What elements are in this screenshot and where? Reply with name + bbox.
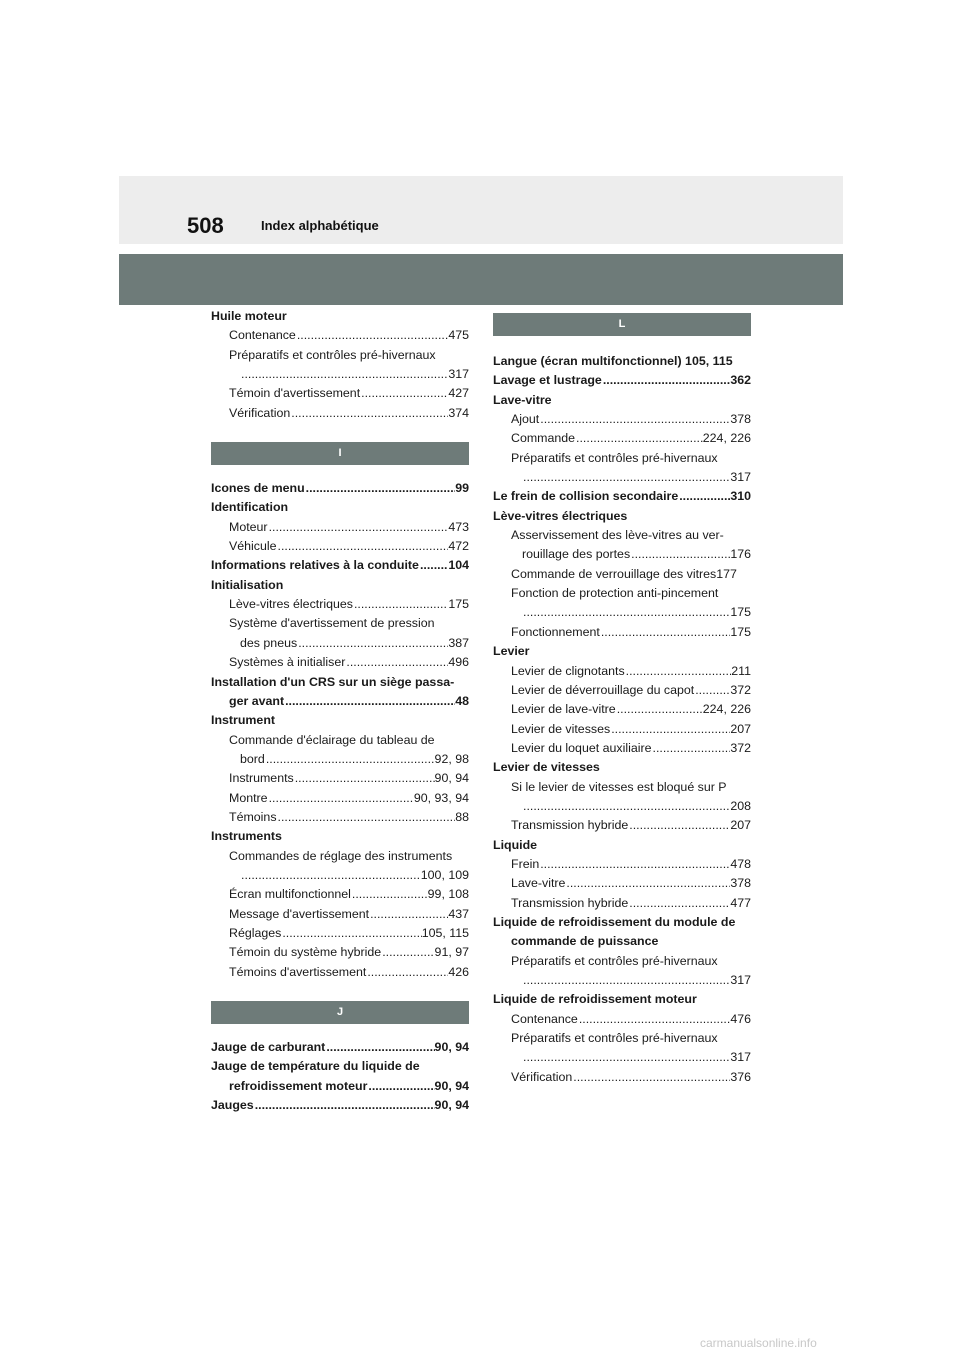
entry-text: Montre <box>229 790 268 805</box>
index-subentry <box>493 874 751 893</box>
page-reference[interactable]: 317 <box>730 470 751 485</box>
page-reference[interactable]: 476 <box>730 1011 751 1026</box>
dot-leader <box>277 537 449 556</box>
index-entry <box>493 371 751 390</box>
page-reference[interactable]: 317 <box>730 1050 751 1065</box>
header-dark-band <box>119 254 843 305</box>
index-entry <box>211 307 469 326</box>
index-subentry <box>493 449 751 468</box>
entry-text: Liquide <box>493 837 538 852</box>
entry-text: Système d'avertissement de pression <box>229 616 435 631</box>
page-reference[interactable]: 104 <box>448 558 469 573</box>
page-reference[interactable]: 317 <box>448 367 469 382</box>
index-subentry <box>211 384 469 403</box>
index-subentry <box>211 847 469 866</box>
entry-text: Levier du loquet auxiliaire <box>511 740 652 755</box>
page-reference[interactable]: 478 <box>730 856 751 871</box>
index-subentry <box>211 1077 469 1096</box>
index-subentry <box>211 885 469 904</box>
index-subentry <box>493 662 751 681</box>
index-subentry <box>211 365 469 384</box>
entry-text: Témoin du système hybride <box>229 945 382 960</box>
dot-leader <box>652 739 731 758</box>
index-subentry <box>211 943 469 962</box>
index-subentry <box>493 603 751 622</box>
index-subentry <box>211 346 469 365</box>
index-entry <box>493 391 751 410</box>
dot-leader <box>522 797 730 816</box>
page-reference[interactable]: 224, 226 <box>702 702 751 717</box>
dot-leader <box>616 700 703 719</box>
page-reference[interactable]: 99 <box>455 481 469 496</box>
index-subentry <box>493 932 751 951</box>
entry-text: Langue (écran multifonctionnel) 105, 115 <box>493 354 733 368</box>
dot-leader <box>325 1038 434 1057</box>
index-entry <box>211 479 469 498</box>
page-reference[interactable]: 475 <box>448 328 469 343</box>
dot-leader <box>240 365 448 384</box>
page-reference[interactable]: 99, 108 <box>427 887 469 902</box>
index-subentry <box>493 855 751 874</box>
page-reference[interactable]: 211 <box>731 663 751 678</box>
index-entry <box>211 576 469 595</box>
index-subentry <box>493 816 751 835</box>
entry-text: des pneus <box>240 635 298 650</box>
page-reference[interactable]: 310 <box>730 489 751 504</box>
index-subentry <box>211 963 469 982</box>
dot-leader <box>381 943 434 962</box>
entry-text: Levier <box>493 644 530 659</box>
entry-text: Transmission hybride <box>511 895 629 910</box>
page-reference[interactable]: 317 <box>730 973 751 987</box>
dot-leader <box>628 894 730 913</box>
index-subentry <box>211 404 469 423</box>
entry-text: Instrument <box>211 713 276 728</box>
dot-leader <box>353 595 448 614</box>
index-subentry <box>493 971 751 990</box>
entry-text: commande de puissance <box>511 934 659 949</box>
index-subentry <box>211 808 469 827</box>
index-subentry <box>211 731 469 750</box>
entry-text: Jauges <box>211 1098 254 1113</box>
entry-text: Jauge de température du liquide de <box>211 1059 420 1074</box>
index-subentry <box>211 692 469 711</box>
entry-text: Installation d'un CRS sur un siège passa- <box>211 674 455 689</box>
page-reference[interactable]: 477 <box>730 895 751 910</box>
index-subentry <box>211 905 469 924</box>
entry-text: Témoin d'avertissement <box>229 386 361 401</box>
dot-leader <box>575 429 703 448</box>
dot-leader <box>277 808 456 827</box>
watermark: carmanualsonline.info <box>700 1336 817 1350</box>
index-entry <box>493 913 751 932</box>
entry-text: Huile moteur <box>211 309 287 323</box>
dot-leader <box>694 681 730 700</box>
index-subentry <box>493 739 751 758</box>
entry-text: Préparatifs et contrôles pré-hivernaux <box>511 1031 718 1046</box>
dot-leader <box>522 1048 730 1067</box>
entry-text: Systèmes à initialiser <box>229 655 346 670</box>
page-reference[interactable]: 91, 97 <box>434 945 469 960</box>
entry-text: ger avant <box>229 693 285 708</box>
dot-leader <box>572 1068 730 1087</box>
index-entry <box>493 352 751 371</box>
index-entry <box>211 827 469 846</box>
entry-text: Frein <box>511 856 540 871</box>
header-band <box>119 176 843 244</box>
entry-text: Levier de vitesses <box>511 721 611 736</box>
entry-text: Identification <box>211 500 289 515</box>
entry-text: Instruments <box>211 829 282 844</box>
index-subentry <box>211 653 469 672</box>
page-reference[interactable]: 207 <box>730 721 751 736</box>
entry-text: Transmission hybride <box>511 818 629 833</box>
page-reference[interactable]: 207 <box>730 818 751 833</box>
entry-text: refroidissement moteur <box>229 1078 368 1093</box>
page-reference[interactable]: 224, 226 <box>702 431 751 446</box>
index-subentry <box>493 720 751 739</box>
dot-leader <box>565 874 730 893</box>
entry-text: Initialisation <box>211 577 284 592</box>
page-reference[interactable]: 372 <box>730 682 751 697</box>
dot-leader <box>297 634 448 653</box>
page-reference[interactable]: 472 <box>448 539 469 554</box>
dot-leader <box>628 816 730 835</box>
index-subentry <box>211 634 469 653</box>
index-entry <box>211 1038 469 1057</box>
entry-text: Lave-vitre <box>493 392 552 407</box>
dot-leader <box>254 1096 435 1115</box>
dot-leader <box>602 371 731 390</box>
index-subentry <box>211 866 469 885</box>
index-subentry <box>493 778 751 797</box>
index-subentry <box>211 750 469 769</box>
dot-leader <box>610 720 730 739</box>
index-entry <box>493 836 751 855</box>
entry-text: Témoins <box>229 809 277 824</box>
index-letter-header: I <box>211 442 469 465</box>
page-reference[interactable]: 105, 115 <box>421 925 469 940</box>
entry-text: Le frein de collision secondaire <box>493 489 679 504</box>
entry-text: Commande d'éclairage du tableau de <box>229 732 435 747</box>
index-subentry <box>211 326 469 345</box>
entry-text: Moteur <box>229 519 268 534</box>
index-subentry <box>493 468 751 487</box>
page-reference[interactable]: 92, 98 <box>434 751 469 766</box>
page-reference[interactable]: 378 <box>730 876 751 891</box>
page-reference[interactable]: 496 <box>448 655 469 670</box>
index-subentry <box>493 681 751 700</box>
index-subentry <box>493 565 751 584</box>
page-reference[interactable]: 473 <box>448 519 469 534</box>
index-entry <box>211 711 469 730</box>
dot-leader <box>522 971 730 990</box>
dot-leader <box>290 404 448 423</box>
entry-text: Contenance <box>511 1011 578 1026</box>
page-reference[interactable]: 374 <box>448 405 469 420</box>
entry-text: Contenance <box>229 328 296 343</box>
page-reference[interactable]: 100, 109 <box>420 867 469 882</box>
index-subentry <box>211 518 469 537</box>
page-number: 508 <box>187 213 224 238</box>
entry-text: Fonctionnement <box>511 624 600 639</box>
dot-leader <box>294 769 435 788</box>
entry-text: Lève-vitres électriques <box>493 508 628 523</box>
index-entry <box>493 990 751 1009</box>
page-reference[interactable]: 90, 94 <box>434 1078 469 1093</box>
page-reference[interactable]: 387 <box>448 635 469 650</box>
index-subentry <box>493 797 751 816</box>
index-subentry <box>493 545 751 564</box>
dot-leader <box>351 885 428 904</box>
page-reference[interactable]: 426 <box>448 964 469 979</box>
index-subentry <box>211 769 469 788</box>
page-reference[interactable]: 437 <box>448 906 469 921</box>
index-letter-header: L <box>493 313 751 336</box>
index-subentry <box>493 623 751 642</box>
entry-text: Vérification <box>229 405 291 420</box>
entry-text: rouillage des portes <box>522 547 631 562</box>
index-letter-header: J <box>211 1001 469 1024</box>
index-entry <box>493 758 751 777</box>
dot-leader <box>296 326 448 345</box>
dot-leader <box>240 866 421 885</box>
entry-text: Préparatifs et contrôles pré-hivernaux <box>511 450 718 465</box>
index-subentry <box>493 1010 751 1029</box>
entry-text: Préparatifs et contrôles pré-hivernaux <box>229 347 436 362</box>
index-subentry <box>211 537 469 556</box>
page-reference[interactable]: 90, 94 <box>434 1040 469 1054</box>
page-reference[interactable]: 427 <box>448 386 469 401</box>
entry-text: Lave-vitre <box>511 876 566 891</box>
dot-leader <box>268 518 449 537</box>
dot-leader <box>630 545 730 564</box>
index-entry <box>493 642 751 661</box>
dot-leader <box>268 789 414 808</box>
dot-leader <box>522 468 730 487</box>
dot-leader <box>539 410 730 429</box>
entry-text: Réglages <box>229 925 282 940</box>
entry-text: Levier de clignotants <box>511 663 625 678</box>
entry-text: Levier de déverrouillage du capot <box>511 682 695 697</box>
index-entry <box>211 673 469 692</box>
index-subentry <box>493 429 751 448</box>
dot-leader <box>345 653 448 672</box>
entry-text: Lavage et lustrage <box>493 373 602 388</box>
entry-text: Liquide de refroidissement du module de <box>493 914 736 929</box>
entry-text: Commandes de réglage des instruments <box>229 848 453 863</box>
entry-text: Vérification <box>511 1069 573 1084</box>
index-entry <box>211 1057 469 1076</box>
page-reference[interactable]: 176 <box>730 547 751 562</box>
page-reference[interactable]: 90, 93, 94 <box>413 790 469 805</box>
dot-leader <box>284 692 455 711</box>
index-entry <box>493 507 751 526</box>
index-subentry <box>493 526 751 545</box>
dot-leader <box>625 662 732 681</box>
entry-text: Témoins d'avertissement <box>229 964 367 979</box>
page-reference[interactable]: 372 <box>730 740 751 755</box>
entry-text: Préparatifs et contrôles pré-hivernaux <box>511 953 718 968</box>
page-reference[interactable]: 175 <box>730 624 751 639</box>
page-reference[interactable]: 175 <box>730 605 751 620</box>
page-reference[interactable]: 175 <box>448 597 469 612</box>
dot-leader <box>369 905 448 924</box>
page-reference[interactable]: 376 <box>730 1069 751 1084</box>
index-subentry <box>493 1029 751 1048</box>
dot-leader <box>600 623 730 642</box>
index-subentry <box>493 410 751 429</box>
page-reference[interactable]: 48 <box>455 693 469 708</box>
dot-leader <box>360 384 448 403</box>
dot-leader <box>522 603 730 622</box>
index-column-right <box>493 307 751 1087</box>
index-subentry <box>493 584 751 603</box>
entry-text: Icones de menu <box>211 481 305 496</box>
entry-text: Informations relatives à la conduite <box>211 558 419 573</box>
dot-leader <box>539 855 730 874</box>
dot-leader <box>265 750 435 769</box>
index-subentry <box>493 700 751 719</box>
dot-leader <box>366 963 448 982</box>
entry-text: Liquide de refroidissement moteur <box>493 992 697 1007</box>
dot-leader <box>578 1010 730 1029</box>
entry-text: Message d'avertissement <box>229 906 370 921</box>
entry-text: Commande <box>511 431 576 446</box>
page-reference[interactable]: 90, 94 <box>434 771 469 786</box>
index-entry <box>493 487 751 506</box>
index-subentry <box>211 595 469 614</box>
entry-text: Fonction de protection anti-pincement <box>511 586 719 601</box>
index-entry <box>211 498 469 517</box>
entry-text: Commande de verrouillage des vitres177 <box>511 566 737 581</box>
dot-leader <box>305 479 456 498</box>
entry-text: Instruments <box>229 771 294 786</box>
dot-leader <box>367 1077 434 1096</box>
index-subentry <box>211 924 469 943</box>
page-reference[interactable]: 208 <box>730 798 751 813</box>
index-subentry <box>211 789 469 808</box>
section-title: Index alphabétique <box>261 218 379 233</box>
dot-leader <box>419 556 448 575</box>
page-reference[interactable]: 88 <box>455 809 469 824</box>
page-reference[interactable]: 378 <box>730 412 751 427</box>
entry-text: Jauge de carburant <box>211 1040 326 1054</box>
entry-text: Levier de lave-vitre <box>511 702 616 717</box>
entry-text: bord <box>240 751 265 766</box>
index-subentry <box>493 1048 751 1067</box>
index-subentry <box>493 952 751 971</box>
entry-text: Si le levier de vitesses est bloqué sur P <box>511 779 727 794</box>
entry-text: Écran multifonctionnel <box>229 887 351 902</box>
index-subentry <box>493 1068 751 1087</box>
entry-text: Ajout <box>511 412 540 427</box>
dot-leader <box>678 487 730 506</box>
entry-text: Lève-vitres électriques <box>229 597 353 612</box>
page-reference[interactable]: 90, 94 <box>434 1098 469 1113</box>
entry-text: Véhicule <box>229 539 277 554</box>
index-column-left <box>211 307 469 1115</box>
index-subentry <box>493 894 751 913</box>
page-reference[interactable]: 362 <box>730 373 751 388</box>
entry-text: Asservissement des lève-vitres au ver- <box>511 528 724 543</box>
index-entry <box>211 1096 469 1115</box>
index-entry <box>211 556 469 575</box>
entry-text: Levier de vitesses <box>493 760 600 775</box>
dot-leader <box>281 924 421 943</box>
index-subentry <box>211 614 469 633</box>
